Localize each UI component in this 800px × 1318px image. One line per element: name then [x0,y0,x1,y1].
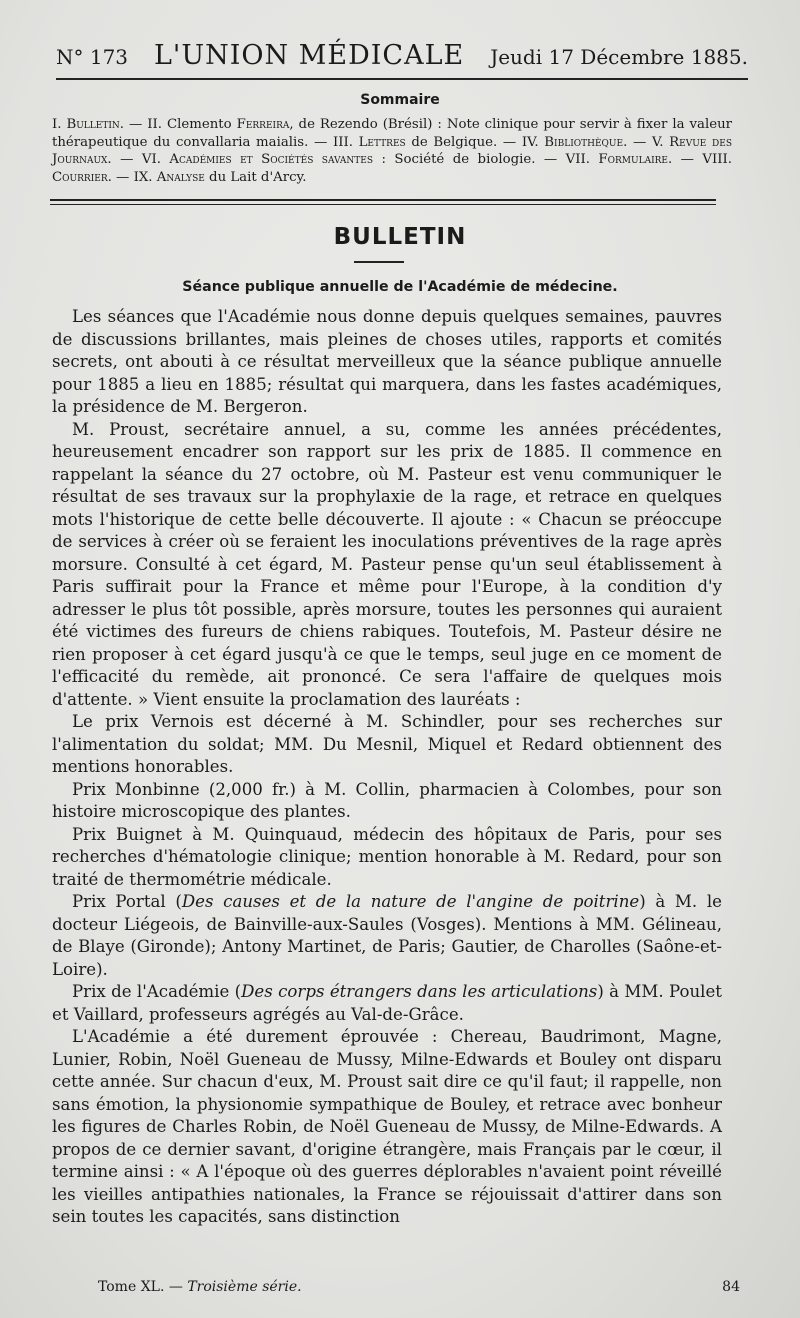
article-title: Séance publique annuelle de l'Académie de médecine. [182,279,618,295]
section-divider [50,199,716,205]
bulletin-heading: BULLETIN [333,224,467,250]
paragraph: Prix de l'Académie (Des corps étrangers dans les articulations) à MM. Poulet et Vaillard, professeurs agrégés au Val-de-Grâce. [52,982,722,1024]
page-footer [98,1279,740,1295]
title-rule [354,261,404,263]
volume-info: Tome XL. — Troisième série. [98,1279,302,1295]
paragraph: Les séances que l'Académie nous donne depuis quelques semaines, pauvres de discussions brillantes, mais pleines de choses utiles, rapports et comités secrets, ont abouti à ce résultat merveilleux que la séance publique annuelle pour 1885 a lieu en 1885; résultat qui marquera, dans les fastes académiques, la présidence de M. Bergeron. [52,307,722,416]
paragraph: L'Académie a été durement éprouvée : Chereau, Baudrimont, Magne, Lunier, Robin, Noël Gueneau de Mussy, Milne-Edwards et Bouley ont disparu cette année. Sur chacun d'eux, M. Proust sait dire ce qu'il faut; il rappelle, non sans émotion, la physionomie sympathique de Bouley, et retrace avec bonheur les figures de Charles Robin, de Noël Gueneau de Mussy, de Milne-Edwards. A propos de ce dernier savant, d'origine étrangère, mais Français par le cœur, il termine ainsi : « A l'époque où des guerres déplorables n'avaient point réveillé les vieilles antipathies nationales, la France se réjouissait d'attirer dans son sein toutes les capacités, sans distinction [52,1027,722,1226]
sommaire-heading: Sommaire [360,92,440,108]
page-number: 84 [722,1279,740,1295]
paragraph: Prix Portal (Des causes et de la nature de l'angine de poitrine) à M. le docteur Liégeois, de Bainville-aux-Saules (Vosges). Mentions à MM. Gélineau, de Blaye (Gironde); Antony Martinet, de Paris; Gautier, de Charolles (Saône-et-Loire). [52,892,722,979]
article-body [52,306,722,1229]
issue-date: Jeudi 17 Décembre 1885. [490,45,748,69]
paragraph: Prix Monbinne (2,000 fr.) à M. Collin, pharmacien à Colombes, pour son histoire microscopique des plantes. [52,779,722,821]
paragraph: Le prix Vernois est décerné à M. Schindler, pour ses recherches sur l'alimentation du soldat; MM. Du Mesnil, Miquel et Redard obtiennent des mentions honorables. [52,712,722,776]
sommaire-contents: I. Bulletin. — II. Clemento Ferreira, de Rezendo (Brésil) : Note clinique pour servir à fixer la valeur thérapeutique du convallaria maialis. — III. Lettres de Belgique. — IV. Bibliothèque. — V. Revue des Journaux. — VI. Académies et Sociétés savantes : Société de biologie. — VII. Formulaire. — VIII. Courrier. — IX. Analyse du Lait d'Arcy. [52,117,732,185]
page-header [56,40,748,80]
journal-title: L'UNION MÉDICALE [154,40,465,71]
paragraph: M. Proust, secrétaire annuel, a su, comme les années précédentes, heureusement encadrer son rapport sur les prix de 1885. Il commence en rappelant la séance du 27 octobre, où M. Pasteur est venu communiquer le résultat de ses travaux sur la prophylaxie de la rage, et retrace en quelques mots l'historique de cette belle découverte. Il ajoute : « Chacun se préoccupe de services à créer où se feraient les inoculations préventives de la rage après morsure. Consulté à cet égard, M. Pasteur pense qu'un seul établissement à Paris suffirait pour la France et même pour l'Europe, à la condition d'y adresser le plus tôt possible, après morsure, toutes les personnes qui auraient été victimes des fureurs de chiens rabiques. Toutefois, M. Pasteur désire ne rien proposer à cet égard jusqu'à ce que le temps, seul juge en ce moment de l'efficacité du remède, ait prononcé. Ce sera l'affaire de quelques mois d'attente. » Vient ensuite la proclamation des lauréats : [52,419,722,709]
paragraph: Prix Buignet à M. Quinquaud, médecin des hôpitaux de Paris, pour ses recherches d'hématologie clinique; mention honorable à M. Redard, pour son traité de thermométrie médicale. [52,824,722,889]
issue-number: N° 173 [56,45,129,69]
